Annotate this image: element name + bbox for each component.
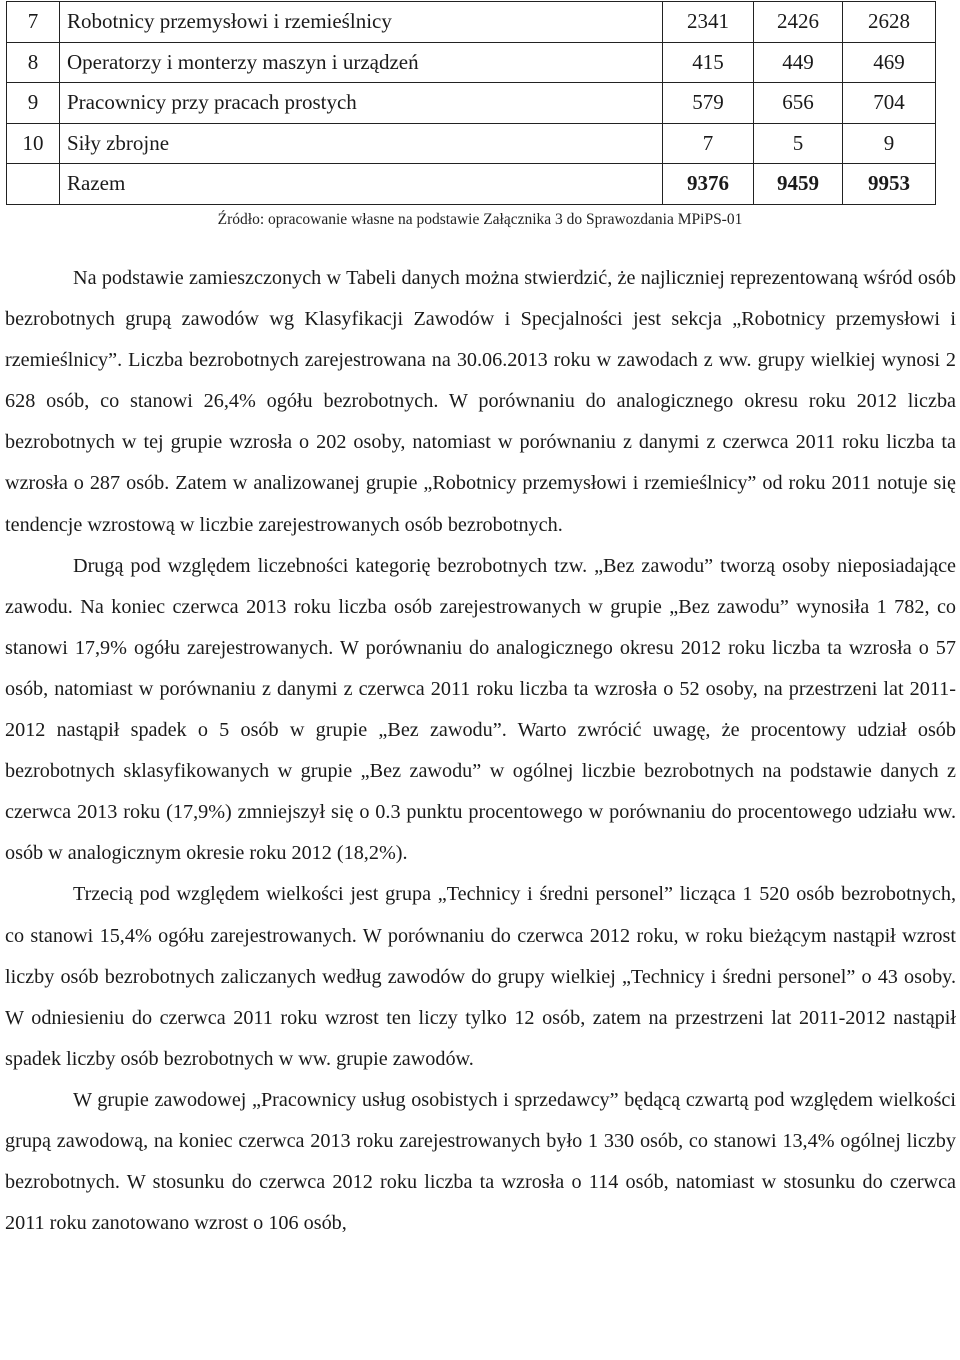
value-cell: 9 <box>843 123 936 164</box>
row-number: 8 <box>7 42 60 83</box>
paragraph: Trzecią pod względem wielkości jest grupa „Technicy i średni personel” licząca 1 520 osób bezrobotnych, co stanowi 15,4% ogółu zarejestrowanych. W porównaniu do czerwca 2012 roku, w roku bieżącym nastąpił wzrost liczby osób bezrobotnych zaliczanych według zawodów do grupy wielkiej „Technicy i średni personel” o 43 osoby. W odniesieniu do czerwca 2011 roku wzrost ten liczy tylko 12 osób, zatem na przestrzeni lat 2011-2012 nastąpił spadek liczby osób bezrobotnych w ww. grupie zawodów. <box>5 883 956 1070</box>
occupation-name: Robotnicy przemysłowi i rzemieślnicy <box>60 2 663 43</box>
total-number-cell <box>7 164 60 205</box>
value-cell: 2341 <box>663 2 754 43</box>
value-cell: 579 <box>663 83 754 124</box>
value-cell: 7 <box>663 123 754 164</box>
occupation-name: Operatorzy i monterzy maszyn i urządzeń <box>60 42 663 83</box>
total-label: Razem <box>60 164 663 205</box>
row-number: 10 <box>7 123 60 164</box>
table-total-row <box>7 164 936 205</box>
table-row <box>7 42 936 83</box>
occupation-name: Siły zbrojne <box>60 123 663 164</box>
table-row <box>7 2 936 43</box>
total-value: 9459 <box>754 164 843 205</box>
total-value: 9376 <box>663 164 754 205</box>
value-cell: 704 <box>843 83 936 124</box>
occupation-name: Pracownicy przy pracach prostych <box>60 83 663 124</box>
value-cell: 449 <box>754 42 843 83</box>
value-cell: 2628 <box>843 2 936 43</box>
paragraph: W grupie zawodowej „Pracownicy usług osobistych i sprzedawcy” będącą czwartą pod względem wielkości grupą zawodową, na koniec czerwca 2013 roku zarejestrowanych było 1 330 osób, co stanowi 13,4% ogólnej liczby bezrobotnych. W stosunku do czerwca 2012 roku liczba ta wzrosła o 114 osób, natomiast w stosunku do czerwca 2011 roku zanotowano wzrost o 106 osób, <box>5 1088 956 1235</box>
total-value: 9953 <box>843 164 936 205</box>
value-cell: 656 <box>754 83 843 124</box>
row-number: 7 <box>7 2 60 43</box>
table-source-note: Źródło: opracowanie własne na podstawie Załącznika 3 do Sprawozdania MPiPS-01 <box>217 211 743 228</box>
value-cell: 5 <box>754 123 843 164</box>
table-row <box>7 83 936 124</box>
paragraph: Na podstawie zamieszczonych w Tabeli danych można stwierdzić, że najliczniej reprezentowaną wśród osób bezrobotnych grupą zawodów wg Klasyfikacji Zawodów i Specjalności jest sekcja „Robotnicy przemysłowi i rzemieślnicy”. Liczba bezrobotnych zarejestrowana na 30.06.2013 roku w zawodach z ww. grupy wielkiej wynosi 2 628 osób, co stanowi 26,4% ogółu bezrobotnych. W porównaniu do analogicznego okresu roku 2012 liczba bezrobotnych w tej grupie wzrosła o 202 osoby, natomiast w porównaniu z danymi z czerwca 2011 roku liczba ta wzrosła o 287 osób. Zatem w analizowanej grupie „Robotnicy przemysłowi i rzemieślnicy” od roku 2011 notuje się tendencje wzrostową w liczbie zarejestrowanych osób bezrobotnych. <box>5 267 956 536</box>
body-text <box>5 258 956 1244</box>
value-cell: 415 <box>663 42 754 83</box>
table-row <box>7 123 936 164</box>
paragraph: Drugą pod względem liczebności kategorię bezrobotnych tzw. „Bez zawodu” tworzą osoby nieposiadające zawodu. Na koniec czerwca 2013 roku liczba osób zarejestrowanych w grupie „Bez zawodu” wynosiła 1 782, co stanowi 17,9% ogółu zarejestrowanych. W porównaniu do analogicznego okresu 2012 roku liczba ta wzrosła o 57 osób, natomiast w porównaniu z danymi z czerwca 2011 roku liczba ta wzrosła o 52 osoby, na przestrzeni lat 2011-2012 nastąpił spadek o 5 osób w grupie „Bez zawodu”. Warto zwrócić uwagę, że procentowy udział osób bezrobotnych sklasyfikowanych w grupie „Bez zawodu” w ogólnej liczbie bezrobotnych na podstawie danych z czerwca 2013 roku (17,9%) zmniejszył się o 0.3 punktu procentowego w porównaniu do procentowego udziału ww. osób w analogicznym okresie roku 2012 (18,2%). <box>5 554 956 865</box>
value-cell: 469 <box>843 42 936 83</box>
occupation-table <box>6 1 936 205</box>
row-number: 9 <box>7 83 60 124</box>
value-cell: 2426 <box>754 2 843 43</box>
